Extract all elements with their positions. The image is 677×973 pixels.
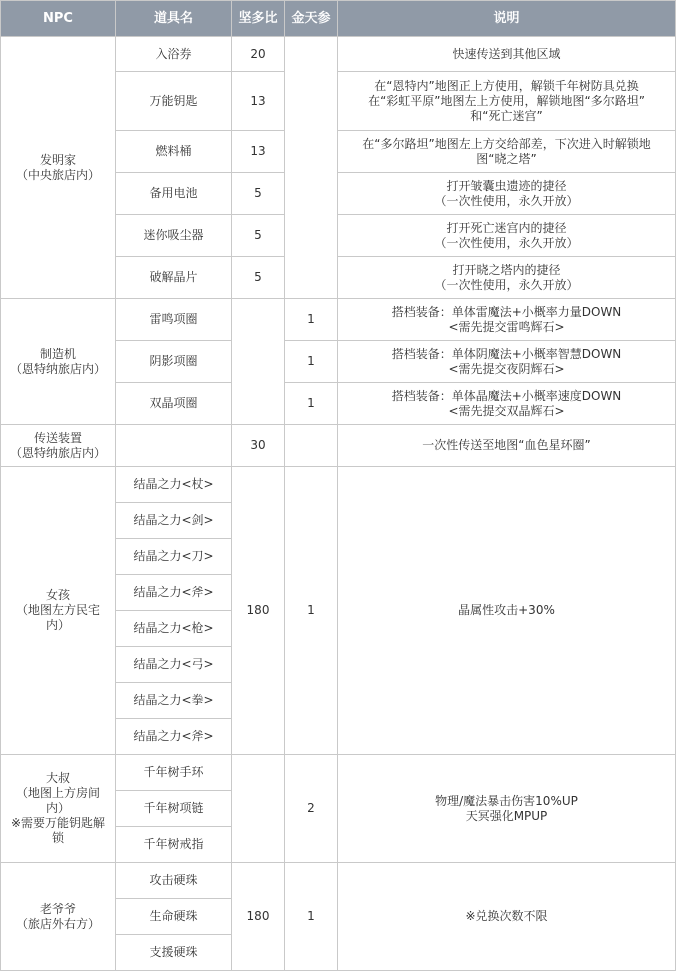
hardness-value: 20 bbox=[232, 37, 285, 72]
item-name: 攻击硬珠 bbox=[116, 863, 232, 899]
item-name: 迷你吸尘器 bbox=[116, 215, 232, 257]
gold-value: 1 bbox=[285, 467, 338, 755]
item-description: 在“恩特内”地图正上方使用，解锁千年树防具兑换 在“彩虹平原”地图左上方使用，解锁地图“多尔路坦” 和“死亡迷宫” bbox=[338, 72, 676, 131]
table-row bbox=[1, 755, 676, 791]
item-name: 千年树手环 bbox=[116, 755, 232, 791]
table-row bbox=[1, 299, 676, 341]
npc-teleporter: 传送装置 （恩特纳旅店内） bbox=[1, 425, 116, 467]
item-description: 在“多尔路坦”地图左上方交给部差，下次进入时解锁地 图“晓之塔” bbox=[338, 131, 676, 173]
npc-girl: 女孩 （地图左方民宅 内） bbox=[1, 467, 116, 755]
hardness-value: 5 bbox=[232, 257, 285, 299]
gold-value-empty bbox=[285, 425, 338, 467]
item-name: 入浴券 bbox=[116, 37, 232, 72]
item-name: 雷鸣项圈 bbox=[116, 299, 232, 341]
gold-value: 1 bbox=[285, 383, 338, 425]
item-name: 破解晶片 bbox=[116, 257, 232, 299]
hardness-value: 5 bbox=[232, 215, 285, 257]
table-row bbox=[1, 863, 676, 899]
item-name: 结晶之力<枪> bbox=[116, 611, 232, 647]
item-name: 备用电池 bbox=[116, 173, 232, 215]
item-name: 支援硬珠 bbox=[116, 935, 232, 971]
hardness-value-empty bbox=[232, 755, 285, 863]
table-row bbox=[1, 467, 676, 503]
item-description: ※兑换次数不限 bbox=[338, 863, 676, 971]
hardness-value: 13 bbox=[232, 131, 285, 173]
npc-grandpa: 老爷爷 （旅店外右方） bbox=[1, 863, 116, 971]
item-name: 结晶之力<刀> bbox=[116, 539, 232, 575]
hardness-value-empty bbox=[232, 299, 285, 425]
header-hardness: 坚多比 bbox=[232, 1, 285, 37]
item-name: 结晶之力<斧> bbox=[116, 719, 232, 755]
header-item-name: 道具名 bbox=[116, 1, 232, 37]
item-description: 晶属性攻击+30% bbox=[338, 467, 676, 755]
item-name: 结晶之力<拳> bbox=[116, 683, 232, 719]
hardness-value: 180 bbox=[232, 467, 285, 755]
item-description: 打开死亡迷宫内的捷径 （一次性使用，永久开放） bbox=[338, 215, 676, 257]
table-row bbox=[1, 37, 676, 72]
item-name: 燃料桶 bbox=[116, 131, 232, 173]
header-gold: 金天参 bbox=[285, 1, 338, 37]
item-name: 结晶之力<弓> bbox=[116, 647, 232, 683]
header-description: 说明 bbox=[338, 1, 676, 37]
gold-value: 2 bbox=[285, 755, 338, 863]
hardness-value: 30 bbox=[232, 425, 285, 467]
gold-value: 1 bbox=[285, 341, 338, 383]
item-name: 千年树项链 bbox=[116, 791, 232, 827]
item-description: 搭档装备：单体雷魔法+小概率力量DOWN <需先提交雷鸣辉石> bbox=[338, 299, 676, 341]
item-name: 千年树戒指 bbox=[116, 827, 232, 863]
item-description: 物理/魔法暴击伤害10%UP 天冥强化MPUP bbox=[338, 755, 676, 863]
gold-value-empty bbox=[285, 37, 338, 299]
gold-value: 1 bbox=[285, 863, 338, 971]
header-npc: NPC bbox=[1, 1, 116, 37]
item-name: 结晶之力<剑> bbox=[116, 503, 232, 539]
npc-machine: 制造机 （恩特纳旅店内） bbox=[1, 299, 116, 425]
header-row bbox=[1, 1, 676, 37]
item-name: 双晶项圈 bbox=[116, 383, 232, 425]
item-description: 打开晓之塔内的捷径 （一次性使用，永久开放） bbox=[338, 257, 676, 299]
item-name: 结晶之力<杖> bbox=[116, 467, 232, 503]
item-description: 搭档装备：单体阴魔法+小概率智慧DOWN <需先提交夜阴辉石> bbox=[338, 341, 676, 383]
hardness-value: 5 bbox=[232, 173, 285, 215]
item-description: 一次性传送至地图“血色星环圈” bbox=[338, 425, 676, 467]
hardness-value: 180 bbox=[232, 863, 285, 971]
npc-uncle: 大叔 （地图上方房间 内） ※需要万能钥匙解 锁 bbox=[1, 755, 116, 863]
hardness-value: 13 bbox=[232, 72, 285, 131]
item-name: 万能钥匙 bbox=[116, 72, 232, 131]
item-description: 搭档装备：单体晶魔法+小概率速度DOWN <需先提交双晶辉石> bbox=[338, 383, 676, 425]
gold-value: 1 bbox=[285, 299, 338, 341]
item-name-empty bbox=[116, 425, 232, 467]
npc-inventor: 发明家 （中央旅店内） bbox=[1, 37, 116, 299]
table-row bbox=[1, 425, 676, 467]
item-description: 快速传送到其他区域 bbox=[338, 37, 676, 72]
item-name: 阴影项圈 bbox=[116, 341, 232, 383]
item-name: 结晶之力<斧> bbox=[116, 575, 232, 611]
item-description: 打开皱囊虫遗迹的捷径 （一次性使用，永久开放） bbox=[338, 173, 676, 215]
item-name: 生命硬珠 bbox=[116, 899, 232, 935]
